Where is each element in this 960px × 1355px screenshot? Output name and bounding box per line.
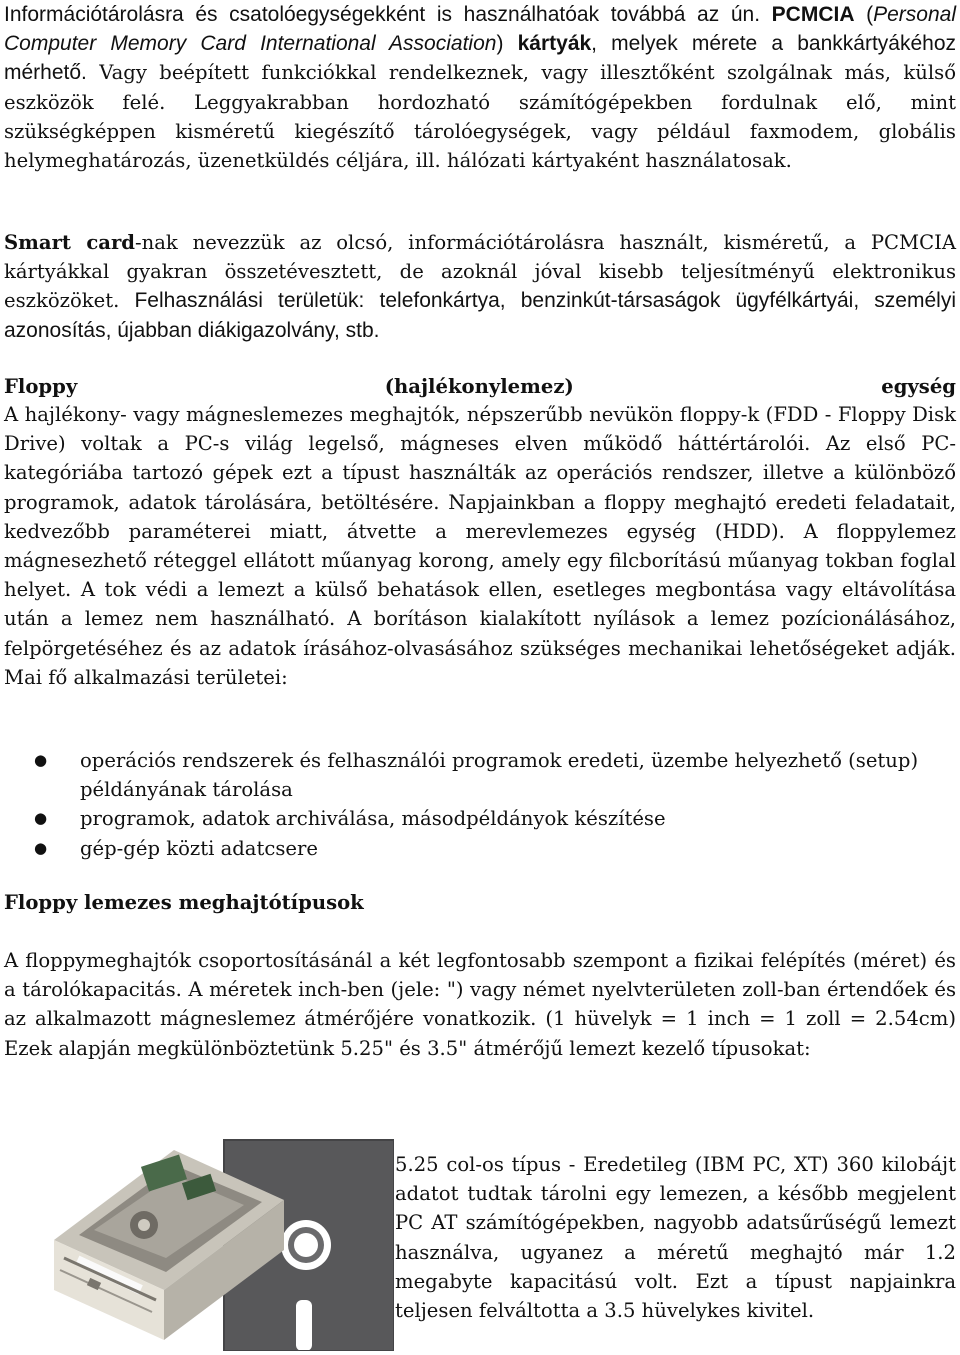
floppy-drive-illustration: [34, 1130, 394, 1351]
list-item-text: gép-gép közti adatcsere: [80, 836, 318, 860]
pcmcia-usage-text: Vagy beépített funkciókkal rendelkeznek, vagy illesztőként szolgálnak más, külső eszközök felé. Leggyakrabban hordozható számítógépekben fordulnak elő, mint szükségképpen kisméretű kiegészítő tárolóegységek, vagy például faxmodem, globális helymeghatározás, üzenetküldés céljára, ill. hálózati kártyaként használatosak.: [4, 61, 956, 173]
bullet-icon: ●: [34, 809, 48, 828]
floppy-heading-word-1: Floppy: [4, 375, 78, 398]
smart-card-usage: Felhasználási területük: telefonkártya, benzinkút-társaságok ügyfélkártyái, személyi azonosítás, újabban diákigazolvány, stb.: [4, 289, 956, 342]
cards-term: kártyák: [517, 32, 592, 56]
paren-open: (: [854, 3, 874, 26]
pcmcia-full-name: Personal Computer Memory Card International Association: [4, 3, 956, 56]
paren-close: ): [496, 32, 518, 56]
smart-card-term: Smart card: [4, 231, 136, 254]
card-size-text: , melyek mérete a bankkártyákéhoz mérhető.: [4, 32, 957, 85]
list-item: [4, 804, 956, 833]
list-item-text: operációs rendszerek és felhasználói programok eredeti, üzembe helyezhető (setup) példányának tárolása: [80, 749, 919, 802]
floppy-paragraph: A hajlékony- vagy mágneslemezes meghajtók, népszerűbb nevükön floppy-k (FDD - Floppy Disk Drive) voltak a PC-s világ legelső, mágneses elven működő háttértárolói. Az első PC-kategóriába tartozó gépek ezt a típust használták az operációs rendszer, illetve a különböző programok, adatok tárolására, betöltésére. Napjainkban a floppy meghajtó eredeti feladatait, kedvezőbb paraméterei miatt, átvette a merevlemezes egység (HDD). A floppylemez mágnesezhető réteggel ellátott műanyag korong, amely egy filcborítású műanyag tokban foglal helyet. A tok védi a lemezt a külső behatások ellen, esetleges megbontása vagy eltávolítása után a lemez nem használható. A borításon kialakított nyílások a lemez pozícionálásához, felpörgetéséhez és az adatok írásához-olvasásához szükséges mechanikai lehetőségeket adják. Mai fő alkalmazási területei:: [4, 403, 956, 689]
floppy-drive-and-disk-image: [34, 1130, 394, 1351]
pcmcia-intro-text: Információtárolásra és csatolóegységekként is használhatóak továbbá az ún.: [4, 3, 772, 26]
pcmcia-term: PCMCIA: [771, 3, 855, 26]
bullet-icon: ●: [34, 838, 48, 857]
floppy-heading-word-3: egység: [881, 375, 956, 398]
drive-types-heading: Floppy lemezes meghajtótípusok: [4, 891, 364, 914]
floppy-heading-word-2: (hajlékonylemez): [384, 375, 574, 398]
list-item-text: programok, adatok archiválása, másodpéldányok készítése: [80, 807, 666, 831]
drive-types-paragraph: A floppymeghajtók csoportosításánál a két legfontosabb szempont a fizikai felépítés (méret) és a tárolókapacitás. A méretek inch-ben (jele: ") vagy német nyelvterületen zoll-ban értendőek és az alkalmazott mágneslemez átmérőjére vonatkozik. (1 hüvelyk = 1 inch = 1 zoll = 2.54cm) Ezek alapján megkülönböztetünk 5.25" és 3.5" átmérőjű lemezt kezelő típusokat:: [4, 949, 956, 1060]
smart-card-paragraph: [4, 228, 956, 345]
bullet-icon: ●: [34, 751, 48, 769]
list-item: [4, 746, 956, 804]
list-item: [4, 834, 956, 863]
five-inch-drive-paragraph: 5.25 col-os típus - Eredetileg (IBM PC, XT) 360 kilobájt adatot tudtak tárolni egy lemezen, a később megjelent PC AT számítógépekben, nagyobb adatsűrűségű lemezt használva, ugyanez a méretű meghajtó már 1.2 megabyte kapacitású volt. Ezt a típust napjainkra teljesen felváltotta a 3.5 hüvelykes kivitel.: [395, 1153, 956, 1323]
pcmcia-paragraph: [4, 0, 956, 175]
usage-list: [4, 746, 956, 863]
floppy-heading: [4, 374, 956, 400]
smart-card-definition: -nak nevezzük az olcsó, információtárolásra használt, kisméretű, a PCMCIA kártyákkal gyakran összetévesztett, de azoknál jóval kisebb teljesítményű elektronikus eszközöket.: [4, 231, 956, 313]
